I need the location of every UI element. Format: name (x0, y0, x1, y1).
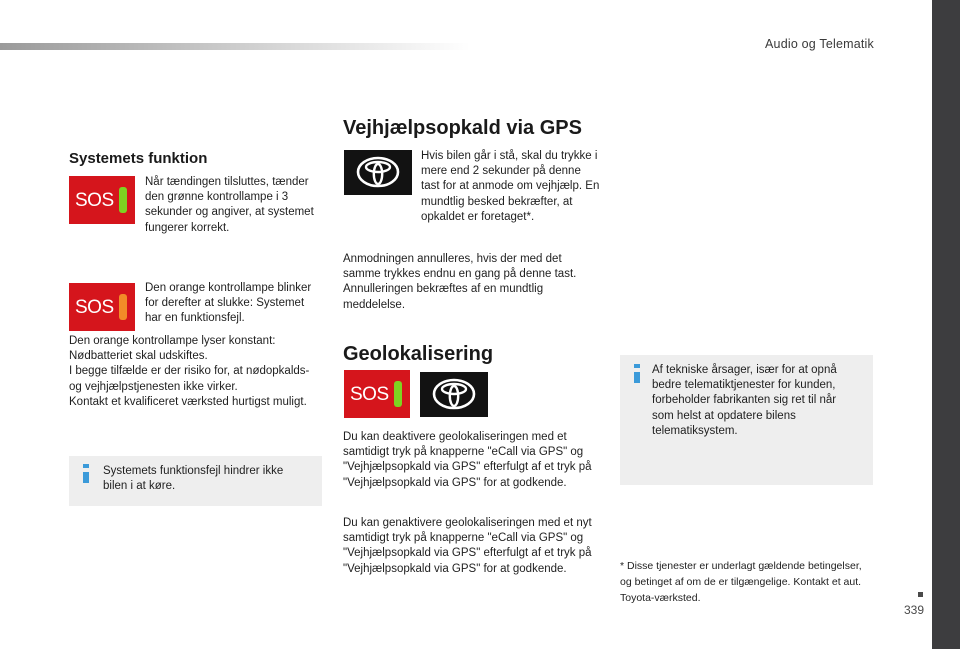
green-lamp-icon (394, 381, 402, 407)
heading-geolokalisering: Geolokalisering (343, 343, 494, 365)
sos-button-green-icon (344, 370, 410, 418)
note-accent-icon (634, 372, 640, 383)
paragraph-gps-call: Hvis bilen går i stå, skal du trykke i mere end 2 sekunder på denne tast for at anmode om vejhjælp. En mundtlig besked bekræfter, at opkaldet er foretaget*. (421, 150, 600, 223)
note-accent-icon (83, 472, 89, 483)
note-text-technical: Af tekniske årsager, især for at opnå bedre telematiktjenester for kunden, forbeholder fabrikanten sig ret til når som helst at opdatere bilens telematiksystem. (652, 364, 837, 437)
sos-label: SOS (75, 190, 114, 211)
sos-label: SOS (75, 297, 114, 318)
note-box-technical (620, 355, 873, 485)
toyota-button-icon (420, 372, 488, 417)
page-sidebar (932, 0, 960, 649)
paragraph-orange-blink: Den orange kontrollampe blinker for derefter at slukke: Systemet har en funktionsfejl. (145, 282, 312, 325)
toyota-logo-icon (431, 376, 477, 412)
paragraph-gps-cancel: Anmodningen annulleres, hvis der med det samme trykkes endnu en gang på denne tast. Annulleringen bekræftes af en mundtlig meddelelse. (343, 253, 577, 311)
heading-systemets-funktion: Systemets funktion (69, 150, 208, 167)
toyota-button-icon (344, 150, 412, 195)
note-accent-icon (634, 364, 640, 368)
sos-button-orange-icon (69, 283, 135, 331)
sos-label: SOS (350, 384, 389, 405)
footnote: * Disse tjenester er underlagt gældende betingelser, og betinget af om de er tilgængelige. Kontakt et aut. Toyota-værksted. (620, 560, 862, 604)
paragraph-geo-deactivate: Du kan deaktivere geolokaliseringen med et samtidigt tryk på knapperne "eCall via GPS" og "Vejhjælpsopkald via GPS" efterfulgt af et tryk på "Vejhjælpsopkald via GPS" for at godkende. (343, 431, 592, 489)
heading-vejhjaelp-gps: Vejhjælpsopkald via GPS (343, 117, 582, 139)
green-lamp-icon (119, 187, 127, 213)
paragraph-green-lamp: Når tændingen tilsluttes, tænder den grønne kontrollampe i 3 sekunder og angiver, at systemet fungerer korrekt. (145, 176, 314, 234)
note-text-malfunction: Systemets funktionsfejl hindrer ikke bilen i at køre. (103, 465, 284, 493)
toyota-logo-icon (355, 154, 401, 190)
orange-lamp-icon (119, 294, 127, 320)
sos-button-green-icon (69, 176, 135, 224)
page-marker (918, 592, 923, 597)
header-gradient-bar (0, 43, 470, 50)
note-accent-icon (83, 464, 89, 468)
page-number: 339 (903, 603, 924, 617)
paragraph-geo-reactivate: Du kan genaktivere geolokaliseringen med et nyt samtidigt tryk på knapperne "eCall via GPS" og "Vejhjælpsopkald via GPS" efterfulgt af et tryk på "Vejhjælpsopkald via GPS" for at godkende. (343, 517, 592, 575)
note-box-malfunction (69, 456, 322, 506)
paragraph-orange-constant: Den orange kontrollampe lyser konstant: Nødbatteriet skal udskiftes. I begge tilfælde er der risiko for, at nødopkalds- og vejhjælpstjenesten ikke virker. Kontakt et kvalificeret værksted hurtigst muligt. (69, 335, 310, 408)
section-title: Audio og Telematik (765, 37, 874, 51)
